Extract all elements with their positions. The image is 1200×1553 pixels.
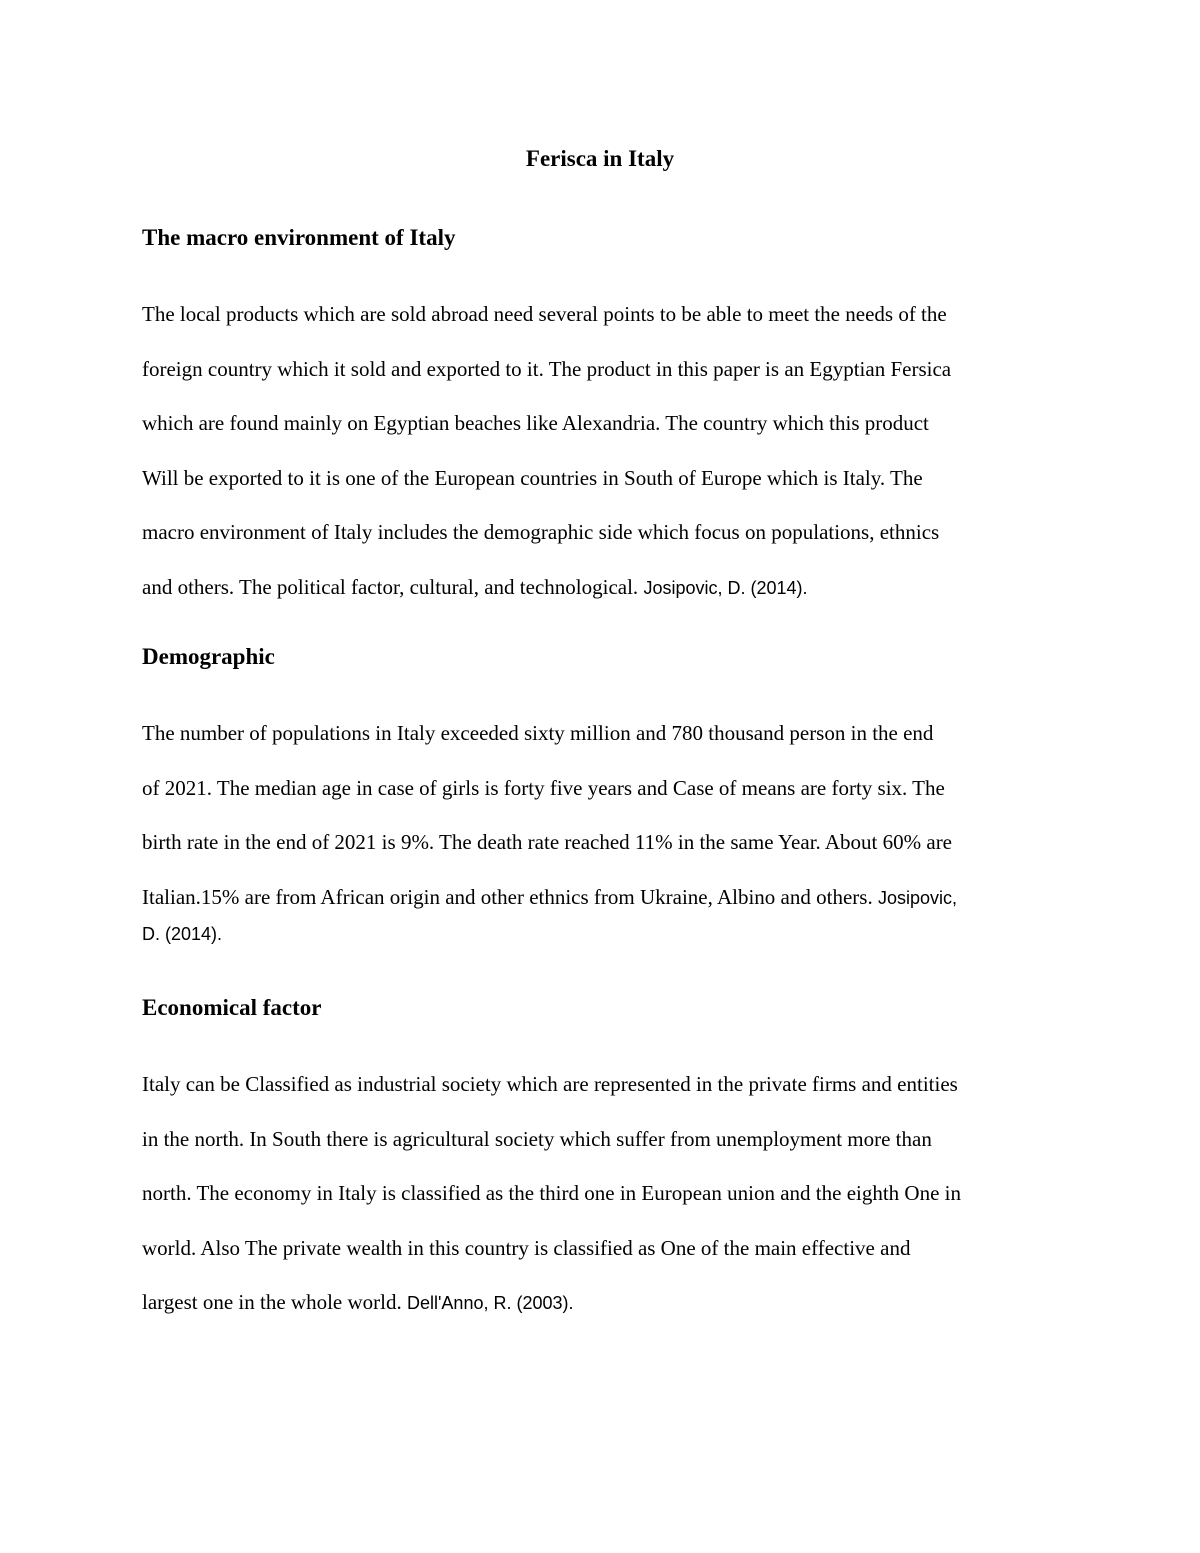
- paragraph-macro-environment: [142, 298, 1072, 625]
- citation: Josipovic,: [877, 887, 957, 908]
- section-heading-macro-environment: The macro environment of Italy: [142, 225, 456, 250]
- text-line: The local products which are sold abroad need several points to be able to meet the needs of the: [142, 302, 947, 326]
- text-line: birth rate in the end of 2021 is 9%. The death rate reached 11% in the same Year. About 60% are: [142, 830, 953, 854]
- text-line: The number of populations in Italy exceeded sixty million and 780 thousand person in the end: [142, 721, 934, 745]
- text-line: Italy can be Classified as industrial society which are represented in the private firms and entities: [142, 1072, 958, 1096]
- text-line: in the north. In South there is agricultural society which suffer from unemployment more than: [142, 1126, 932, 1151]
- text-line: [142, 881, 1072, 917]
- document-title: Ferisca in Italy: [525, 146, 675, 171]
- text-line: foreign country which it sold and exported to it. The product in this paper is an Egyptian Fersica: [142, 356, 952, 381]
- paragraph-economical-factor: [142, 1068, 1072, 1341]
- citation: Josipovic, D. (2014).: [643, 577, 808, 598]
- text-line: [142, 571, 1072, 626]
- text-line: north. The economy in Italy is classified as the third one in European union and the eighth One in: [142, 1181, 961, 1205]
- text-line: world. Also The private wealth in this country is classified as One of the main effective and: [142, 1235, 911, 1260]
- text-run: Italian.15% are from African origin and other ethnics from Ukraine, Albino and others.: [142, 884, 878, 909]
- citation: D. (2014).: [142, 923, 223, 944]
- text-line: [142, 1286, 1072, 1341]
- text-line: which are found mainly on Egyptian beaches like Alexandria. The country which this product: [142, 411, 929, 435]
- text-line: [142, 917, 1072, 972]
- text-run: largest one in the whole world.: [142, 1290, 407, 1314]
- text-run: and others. The political factor, cultural, and technological.: [142, 574, 644, 599]
- citation: Dell'Anno, R. (2003).: [406, 1293, 574, 1313]
- section-heading-economical-factor: Economical factor: [142, 995, 322, 1020]
- section-heading-demographic: Demographic: [142, 644, 275, 669]
- text-line: Will be exported to it is one of the European countries in South of Europe which is Italy. The: [142, 465, 923, 490]
- text-line: macro environment of Italy includes the demographic side which focus on populations, ethnics: [142, 520, 940, 544]
- paragraph-demographic: [142, 717, 1072, 971]
- text-line: of 2021. The median age in case of girls is forty five years and Case of means are forty six. The: [142, 775, 945, 800]
